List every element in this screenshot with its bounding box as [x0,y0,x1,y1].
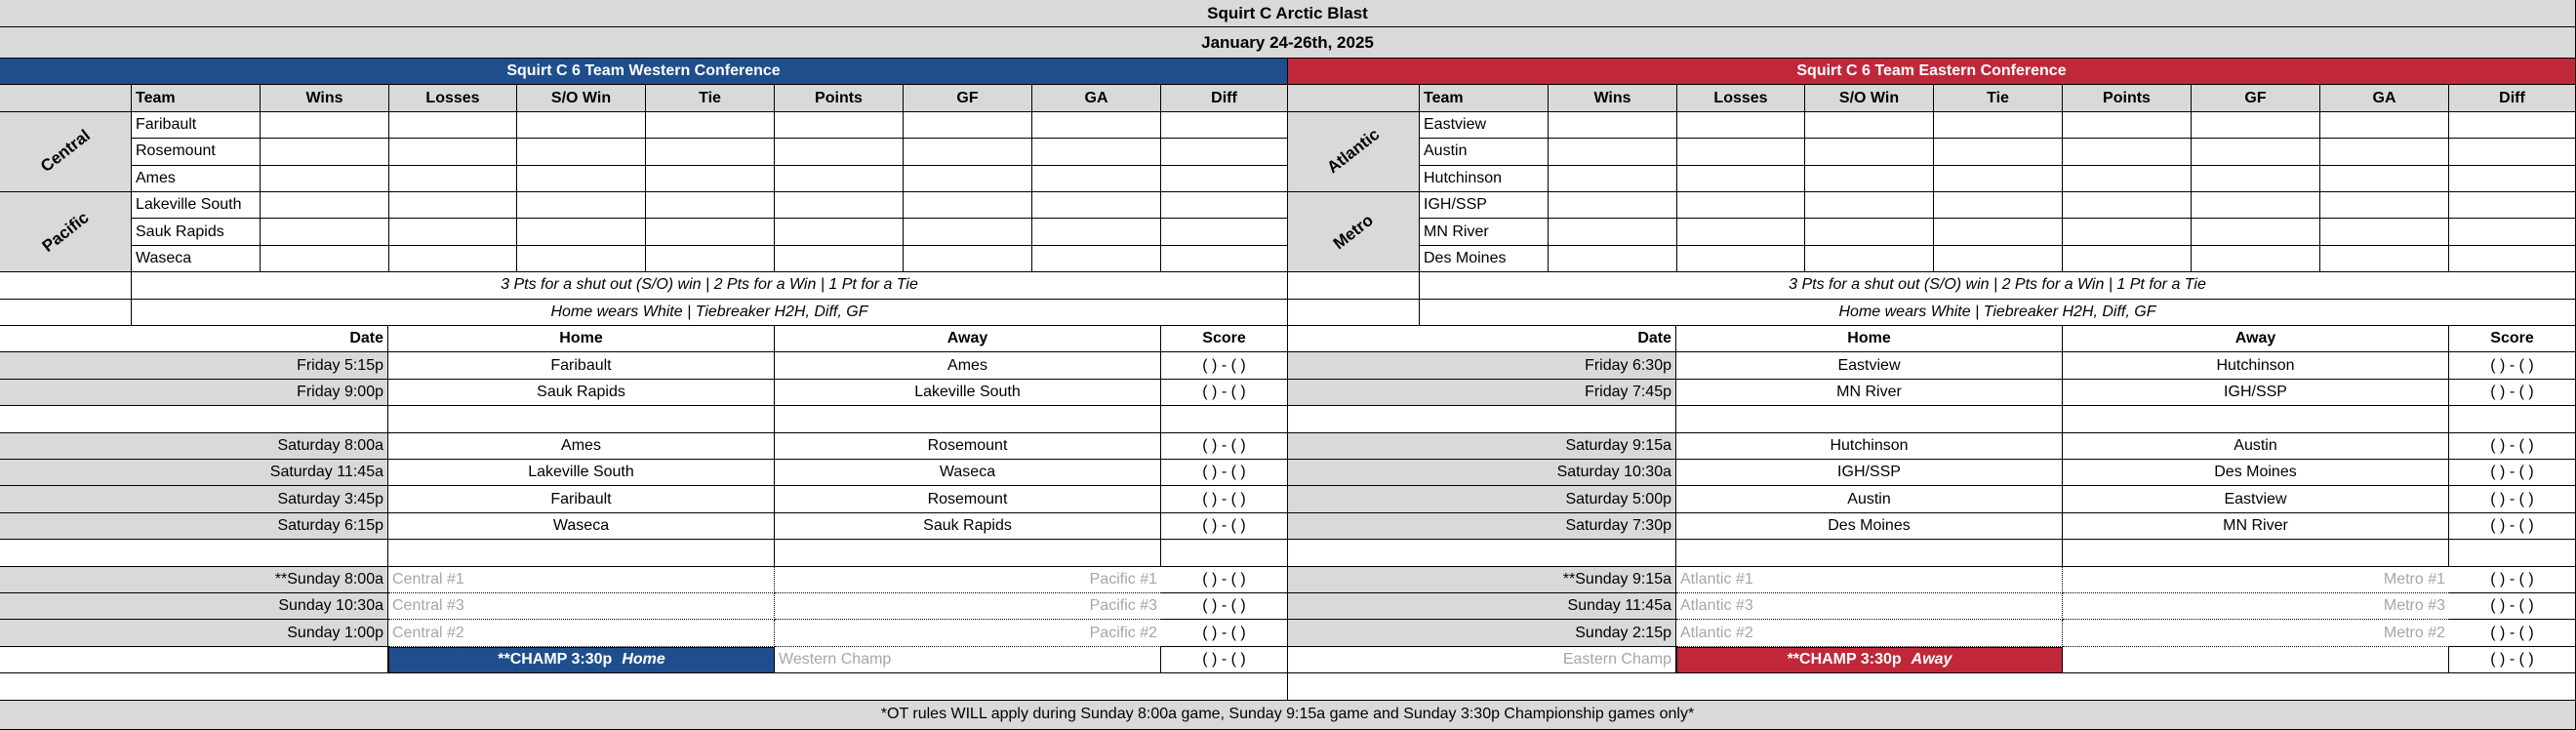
east-standings-header-points: Points [2063,85,2192,111]
west-note-spacer [0,300,132,326]
west-championship-label [388,647,775,673]
east-crossover-home-seed: Atlantic #2 [1676,620,2063,646]
east-champ-opponent: Eastern Champ [1288,647,1676,673]
east-standings-stat-cell[interactable] [1934,112,2063,139]
west-game-score[interactable]: ( ) - ( ) [1161,460,1288,486]
west-standings-stat-cell[interactable] [517,219,646,245]
east-standings-stat-cell[interactable] [1934,192,2063,219]
east-standings-stat-cell[interactable] [2192,139,2320,165]
west-standings-stat-cell[interactable] [646,166,775,192]
west-crossover-date: **Sunday 8:00a [0,567,388,593]
east-standings-stat-cell[interactable] [1805,139,1934,165]
west-game-date: Saturday 6:15p [0,513,388,540]
west-standings-stat-cell[interactable] [904,219,1032,245]
west-standings-stat-cell[interactable] [1161,192,1288,219]
east-crossover-away-seed: Metro #3 [2063,593,2449,620]
east-standings-header-ga: GA [2320,85,2449,111]
east-tiebreak-note: Home wears White | Tiebreaker H2H, Diff, GF [1420,300,2576,326]
east-game-score[interactable]: ( ) - ( ) [2449,352,2576,379]
west-conference-header: Squirt C 6 Team Western Conference [0,59,1288,85]
west-game-score[interactable]: ( ) - ( ) [1161,352,1288,379]
east-game-home-team: Hutchinson [1676,433,2063,460]
west-standings-header-sowin: S/O Win [517,85,646,111]
east-points-note: 3 Pts for a shut out (S/O) win | 2 Pts for a Win | 1 Pt for a Tie [1420,272,2576,299]
west-standings-header-team: Team [132,85,261,111]
east-standings-stat-cell[interactable] [1805,192,1934,219]
east-standings-team: IGH/SSP [1420,192,1549,219]
west-standings-stat-cell[interactable] [646,112,775,139]
east-game-away-team: Des Moines [2063,460,2449,486]
east-standings-header-wins: Wins [1549,85,1677,111]
east-standings-stat-cell[interactable] [2449,112,2576,139]
east-standings-team: MN River [1420,219,1549,245]
champ-time: **CHAMP 3:30p [498,651,613,669]
west-standings-stat-cell[interactable] [389,166,517,192]
west-division-pacific [0,192,132,272]
west-game-home-team: Faribault [388,352,775,379]
east-standings-stat-cell[interactable] [2063,112,2192,139]
west-crossover-home-seed: Central #3 [388,593,775,620]
east-game-away-team: IGH/SSP [2063,380,2449,406]
west-crossover-date: Sunday 10:30a [0,593,388,620]
east-game-score[interactable]: ( ) - ( ) [2449,460,2576,486]
west-standings-stat-cell[interactable] [261,112,389,139]
west-standings-header-tie: Tie [646,85,775,111]
east-standings-stat-cell[interactable] [2063,219,2192,245]
west-standings-stat-cell[interactable] [1032,192,1161,219]
east-standings-stat-cell[interactable] [2063,246,2192,272]
west-blank-row-cell [775,406,1161,432]
west-game-date: Saturday 8:00a [0,433,388,460]
east-standings-stat-cell[interactable] [2320,246,2449,272]
west-crossover-score[interactable]: ( ) - ( ) [1161,567,1288,593]
west-game-away-team: Rosemount [775,486,1161,512]
east-game-date: Saturday 10:30a [1288,460,1676,486]
east-standings-header-diff: Diff [2449,85,2576,111]
west-crossover-home-seed: Central #1 [388,567,775,593]
west-standings-stat-cell[interactable] [1161,166,1288,192]
west-crossover-score[interactable]: ( ) - ( ) [1161,593,1288,620]
division-label: Central [36,126,94,177]
east-standings-stat-cell[interactable] [1677,166,1805,192]
west-standings-stat-cell[interactable] [646,246,775,272]
east-game-score[interactable]: ( ) - ( ) [2449,486,2576,512]
east-standings-corner [1288,85,1420,111]
east-conference-header: Squirt C 6 Team Eastern Conference [1288,59,2576,85]
east-game-date: Saturday 9:15a [1288,433,1676,460]
west-standings-stat-cell[interactable] [646,139,775,165]
east-standings-stat-cell[interactable] [1805,219,1934,245]
east-blank-row [1288,673,2576,700]
west-blank-row-cell [388,406,775,432]
east-crossover-home-seed: Atlantic #1 [1676,567,2063,593]
west-standings-stat-cell[interactable] [261,192,389,219]
west-game-home-team: Sauk Rapids [388,380,775,406]
west-standings-header-wins: Wins [261,85,389,111]
west-standings-stat-cell[interactable] [517,112,646,139]
west-standings-team: Waseca [132,246,261,272]
east-game-date: Friday 6:30p [1288,352,1676,379]
east-standings-stat-cell[interactable] [2192,192,2320,219]
east-championship-label [1676,647,2063,673]
west-standings-stat-cell[interactable] [775,112,904,139]
east-schedule-header-home: Home [1676,326,2063,352]
west-crossover-away-seed: Pacific #2 [775,620,1161,646]
east-game-home-team: IGH/SSP [1676,460,2063,486]
east-standings-stat-cell[interactable] [1934,219,2063,245]
east-standings-stat-cell[interactable] [1805,246,1934,272]
east-schedule-header-away: Away [2063,326,2449,352]
west-blank-row-cell [0,406,388,432]
east-crossover-date: Sunday 2:15p [1288,620,1676,646]
east-standings-stat-cell[interactable] [2320,139,2449,165]
west-schedule-header-home: Home [388,326,775,352]
east-standings-stat-cell[interactable] [1549,192,1677,219]
west-standings-stat-cell[interactable] [389,139,517,165]
west-game-date: Friday 5:15p [0,352,388,379]
west-game-date: Saturday 11:45a [0,460,388,486]
west-standings-stat-cell[interactable] [261,219,389,245]
west-champ-spacer [0,647,388,673]
east-crossover-score[interactable]: ( ) - ( ) [2449,593,2576,620]
east-game-home-team: Austin [1676,486,2063,512]
east-standings-team: Eastview [1420,112,1549,139]
west-game-score[interactable]: ( ) - ( ) [1161,513,1288,540]
west-game-home-team: Faribault [388,486,775,512]
east-game-score[interactable]: ( ) - ( ) [2449,380,2576,406]
dates-row [0,27,2576,59]
west-standings-stat-cell[interactable] [904,139,1032,165]
east-standings-stat-cell[interactable] [2320,112,2449,139]
west-standings-stat-cell[interactable] [775,166,904,192]
east-standings-stat-cell[interactable] [2320,219,2449,245]
west-standings-stat-cell[interactable] [389,219,517,245]
east-game-date: Saturday 7:30p [1288,513,1676,540]
east-blank-row-cell [1676,540,2063,566]
west-crossover-date: Sunday 1:00p [0,620,388,646]
west-standings-stat-cell[interactable] [1032,139,1161,165]
west-game-home-team: Ames [388,433,775,460]
east-note-spacer [1288,272,1420,299]
east-crossover-score[interactable]: ( ) - ( ) [2449,620,2576,646]
east-standings-stat-cell[interactable] [1549,219,1677,245]
west-note-spacer [0,272,132,299]
east-standings-header-losses: Losses [1677,85,1805,111]
east-standings-team: Austin [1420,139,1549,165]
west-standings-stat-cell[interactable] [775,192,904,219]
west-crossover-away-seed: Pacific #1 [775,567,1161,593]
east-standings-stat-cell[interactable] [2063,139,2192,165]
west-standings-stat-cell[interactable] [1032,166,1161,192]
west-blank-row-cell [1161,540,1288,566]
east-crossover-home-seed: Atlantic #3 [1676,593,2063,620]
east-game-home-team: MN River [1676,380,2063,406]
west-game-home-team: Lakeville South [388,460,775,486]
west-standings-team: Faribault [132,112,261,139]
east-schedule-header-date: Date [1288,326,1676,352]
west-standings-stat-cell[interactable] [261,139,389,165]
east-game-date: Friday 7:45p [1288,380,1676,406]
page-title: Squirt C Arctic Blast [0,0,2576,27]
west-standings-stat-cell[interactable] [775,139,904,165]
west-standings-stat-cell[interactable] [904,112,1032,139]
division-label: Pacific [38,207,93,256]
west-standings-stat-cell[interactable] [1161,219,1288,245]
west-standings-stat-cell[interactable] [904,246,1032,272]
west-standings-stat-cell[interactable] [389,246,517,272]
east-standings-stat-cell[interactable] [2449,166,2576,192]
east-standings-stat-cell[interactable] [1549,112,1677,139]
east-champ-score[interactable]: ( ) - ( ) [2449,647,2576,673]
east-game-away-team: Austin [2063,433,2449,460]
east-champ-spacer [2063,647,2449,673]
east-game-away-team: MN River [2063,513,2449,540]
west-standings-stat-cell[interactable] [1032,219,1161,245]
east-standings-stat-cell[interactable] [1934,166,2063,192]
east-crossover-date: Sunday 11:45a [1288,593,1676,620]
east-standings-stat-cell[interactable] [1677,246,1805,272]
east-game-score[interactable]: ( ) - ( ) [2449,513,2576,540]
east-standings-stat-cell[interactable] [1934,246,2063,272]
west-standings-header-losses: Losses [389,85,517,111]
west-game-away-team: Rosemount [775,433,1161,460]
west-standings-stat-cell[interactable] [646,192,775,219]
west-standings-team: Sauk Rapids [132,219,261,245]
west-standings-stat-cell[interactable] [904,192,1032,219]
west-game-score[interactable]: ( ) - ( ) [1161,380,1288,406]
east-standings-stat-cell[interactable] [2320,166,2449,192]
west-blank-row-cell [388,540,775,566]
west-standings-stat-cell[interactable] [1161,246,1288,272]
east-standings-stat-cell[interactable] [1549,166,1677,192]
east-standings-stat-cell[interactable] [2192,112,2320,139]
east-standings-stat-cell[interactable] [2063,192,2192,219]
east-crossover-score[interactable]: ( ) - ( ) [2449,567,2576,593]
east-standings-stat-cell[interactable] [2449,246,2576,272]
west-standings-stat-cell[interactable] [646,219,775,245]
west-game-home-team: Waseca [388,513,775,540]
east-standings-stat-cell[interactable] [2449,139,2576,165]
east-game-away-team: Hutchinson [2063,352,2449,379]
east-blank-row-cell [2063,406,2449,432]
east-standings-stat-cell[interactable] [1677,112,1805,139]
west-game-away-team: Sauk Rapids [775,513,1161,540]
east-standings-stat-cell[interactable] [2449,219,2576,245]
east-blank-row-cell [1288,406,1676,432]
west-game-score[interactable]: ( ) - ( ) [1161,486,1288,512]
west-standings-stat-cell[interactable] [517,192,646,219]
west-champ-opponent: Western Champ [775,647,1161,673]
east-division-atlantic [1288,112,1420,192]
west-standings-team: Rosemount [132,139,261,165]
west-blank-row-cell [0,540,388,566]
west-game-date: Saturday 3:45p [0,486,388,512]
west-game-date: Friday 9:00p [0,380,388,406]
east-standings-team: Hutchinson [1420,166,1549,192]
east-blank-row-cell [2449,406,2576,432]
west-division-central [0,112,132,192]
west-standings-header-diff: Diff [1161,85,1288,111]
east-standings-stat-cell[interactable] [1805,166,1934,192]
west-standings-stat-cell[interactable] [517,139,646,165]
east-game-home-team: Des Moines [1676,513,2063,540]
east-standings-header-sowin: S/O Win [1805,85,1934,111]
west-crossover-score[interactable]: ( ) - ( ) [1161,620,1288,646]
title-row [0,0,2576,27]
east-note-spacer [1288,300,1420,326]
ot-rules-footer: *OT rules WILL apply during Sunday 8:00a game, Sunday 9:15a game and Sunday 3:30p Championship games only* [0,701,2576,730]
champ-side: Away [1911,651,1952,669]
east-standings-stat-cell[interactable] [2320,192,2449,219]
east-blank-row-cell [1676,406,2063,432]
division-label: Atlantic [1323,125,1384,178]
west-standings-corner [0,85,132,111]
east-standings-stat-cell[interactable] [1934,139,2063,165]
east-game-away-team: Eastview [2063,486,2449,512]
east-blank-row-cell [2449,540,2576,566]
west-game-score[interactable]: ( ) - ( ) [1161,433,1288,460]
west-champ-score[interactable]: ( ) - ( ) [1161,647,1288,673]
east-game-score[interactable]: ( ) - ( ) [2449,433,2576,460]
west-standings-stat-cell[interactable] [517,246,646,272]
east-crossover-away-seed: Metro #1 [2063,567,2449,593]
champ-side: Home [622,651,665,669]
west-standings-team: Lakeville South [132,192,261,219]
west-standings-team: Ames [132,166,261,192]
west-points-note: 3 Pts for a shut out (S/O) win | 2 Pts for a Win | 1 Pt for a Tie [132,272,1288,299]
east-standings-stat-cell[interactable] [1549,139,1677,165]
west-standings-header-ga: GA [1032,85,1161,111]
west-schedule-header-score: Score [1161,326,1288,352]
west-game-away-team: Waseca [775,460,1161,486]
west-standings-stat-cell[interactable] [775,219,904,245]
east-standings-header-tie: Tie [1934,85,2063,111]
east-blank-row-cell [2063,540,2449,566]
west-standings-stat-cell[interactable] [261,166,389,192]
west-standings-stat-cell[interactable] [389,112,517,139]
west-standings-stat-cell[interactable] [1161,112,1288,139]
west-standings-stat-cell[interactable] [517,166,646,192]
west-standings-stat-cell[interactable] [389,192,517,219]
east-standings-stat-cell[interactable] [1677,219,1805,245]
east-standings-header-gf: GF [2192,85,2320,111]
east-standings-stat-cell[interactable] [2449,192,2576,219]
west-standings-stat-cell[interactable] [1161,139,1288,165]
east-schedule-header-score: Score [2449,326,2576,352]
east-standings-team: Des Moines [1420,246,1549,272]
east-standings-stat-cell[interactable] [1677,139,1805,165]
west-standings-header-points: Points [775,85,904,111]
west-standings-stat-cell[interactable] [1032,112,1161,139]
west-standings-stat-cell[interactable] [1032,246,1161,272]
west-crossover-away-seed: Pacific #3 [775,593,1161,620]
west-crossover-home-seed: Central #2 [388,620,775,646]
east-crossover-date: **Sunday 9:15a [1288,567,1676,593]
west-blank-row [0,673,1288,700]
west-game-away-team: Lakeville South [775,380,1161,406]
west-standings-stat-cell[interactable] [775,246,904,272]
champ-time: **CHAMP 3:30p [1787,651,1902,669]
division-label: Metro [1329,210,1377,253]
east-standings-stat-cell[interactable] [2063,166,2192,192]
west-game-away-team: Ames [775,352,1161,379]
east-crossover-away-seed: Metro #2 [2063,620,2449,646]
east-standings-stat-cell[interactable] [1805,112,1934,139]
east-standings-stat-cell[interactable] [1677,192,1805,219]
east-standings-header-team: Team [1420,85,1549,111]
tournament-dates: January 24-26th, 2025 [0,27,2576,59]
west-standings-header-gf: GF [904,85,1032,111]
west-schedule-header-away: Away [775,326,1161,352]
west-tiebreak-note: Home wears White | Tiebreaker H2H, Diff, GF [132,300,1288,326]
west-standings-stat-cell[interactable] [904,166,1032,192]
west-schedule-header-date: Date [0,326,388,352]
east-blank-row-cell [1288,540,1676,566]
east-game-home-team: Eastview [1676,352,2063,379]
west-blank-row-cell [1161,406,1288,432]
east-standings-stat-cell[interactable] [2192,246,2320,272]
east-game-date: Saturday 5:00p [1288,486,1676,512]
east-standings-stat-cell[interactable] [2192,166,2320,192]
west-blank-row-cell [775,540,1161,566]
east-standings-stat-cell[interactable] [1549,246,1677,272]
east-division-metro [1288,192,1420,272]
west-standings-stat-cell[interactable] [261,246,389,272]
east-standings-stat-cell[interactable] [2192,219,2320,245]
